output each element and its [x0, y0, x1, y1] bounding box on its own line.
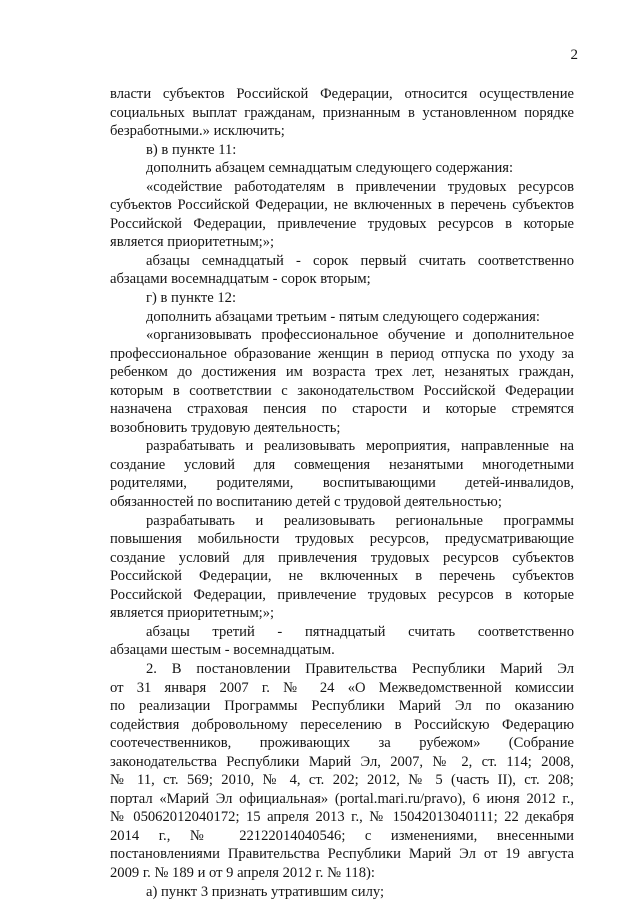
text-line: которым в соответствии с законодательством Российской Федерации [110, 382, 574, 399]
text-line: 2. В постановлении Правительства Республики Марий Эл [146, 660, 574, 677]
text-line: законодательства Республики Марий Эл, 2007, № 2, ст. 114; 2008, [110, 753, 574, 770]
text-line: разрабатывать и реализовывать региональные программы [146, 512, 574, 529]
text-line: по реализации Программы Республики Марий Эл по оказанию [110, 698, 574, 715]
text-line: г) в пункте 12: [146, 290, 236, 307]
text-line: назначена страховая пенсия по старости и которые стремятся [110, 401, 574, 418]
text-line: абзацы третий - пятнадцатый считать соответственно [146, 623, 574, 640]
text-line: постановлениями Правительства Республики Марий Эл от 19 августа [110, 846, 574, 863]
document-body [110, 85, 574, 901]
text-line: а) пункт 3 признать утратившим силу; [146, 883, 385, 900]
text-line: дополнить абзацем семнадцатым следующего содержания: [146, 160, 514, 177]
text-line: профессиональное образование женщин в период отпуска по уходу за [110, 345, 574, 362]
text-line: Российской Федерации, привлечение трудовых ресурсов в которые [110, 586, 574, 603]
text-line: 2014 г., № 22122014040546; с изменениями, внесенными [110, 827, 574, 844]
text-line: абзацы семнадцатый - сорок первый считать соответственно [146, 252, 574, 269]
text-line: власти субъектов Российской Федерации, относится осуществление [110, 86, 574, 102]
text-line: «содействие работодателям в привлечении трудовых ресурсов [146, 178, 574, 195]
text-line: субъектов Российской Федерации, не включенных в перечень субъектов [110, 197, 574, 214]
text-line: в) в пункте 11: [146, 141, 237, 158]
text-line: является приоритетным;»; [110, 605, 275, 622]
text-line: безработными.» исключить; [110, 123, 285, 140]
text-line: № 11, ст. 569; 2010, № 4, ст. 202; 2012, № 5 (часть II), ст. 208; [110, 772, 574, 789]
text-line: от 31 января 2007 г. № 24 «О Межведомственной комиссии [110, 679, 574, 696]
text-line: создание условий для привлечения трудовых ресурсов субъектов [110, 549, 574, 566]
text-line: возобновить трудовую деятельность; [110, 419, 341, 436]
text-line: абзацами восемнадцатым - сорок вторым; [110, 271, 371, 288]
text-line: ребенком до достижения им возраста трех лет, незанятых граждан, [110, 364, 574, 381]
text-line: абзацами шестым - восемнадцатым. [110, 642, 335, 659]
text-line: портал «Марий Эл официальная» (portal.mari.ru/pravo), 6 июня 2012 г., [110, 790, 574, 807]
text-line: Российской Федерации, привлечение трудовых ресурсов в которые [110, 215, 574, 232]
text-line: родителями, родителями, воспитывающими детей-инвалидов, [110, 475, 574, 492]
text-line: содействия добровольному переселению в Российскую Федерацию [110, 716, 574, 733]
text-line: обязанностей по воспитанию детей с трудовой деятельностью; [110, 494, 502, 511]
text-line: № 05062012040172; 15 апреля 2013 г., № 15042013040111; 22 декабря [110, 809, 574, 826]
text-line: разрабатывать и реализовывать мероприятия, направленные на [146, 438, 574, 455]
text-line: дополнить абзацами третьим - пятым следующего содержания: [146, 308, 540, 325]
text-line: 2009 г. № 189 и от 9 апреля 2012 г. № 118): [110, 864, 375, 881]
text-line: создание условий для совмещения незанятыми многодетными [110, 456, 574, 473]
text-line: соотечественников, проживающих за рубежом» (Собрание [110, 735, 574, 752]
text-line: повышения мобильности трудовых ресурсов, предусматривающие [110, 531, 574, 548]
text-line: Российской Федерации, не включенных в перечень субъектов [110, 568, 574, 585]
text-line: социальных выплат гражданам, признанным в установленном порядке [110, 104, 574, 121]
page-number: 2 [570, 47, 578, 63]
text-line: «организовывать профессиональное обучение и дополнительное [146, 327, 574, 344]
text-line: является приоритетным;»; [110, 234, 275, 251]
